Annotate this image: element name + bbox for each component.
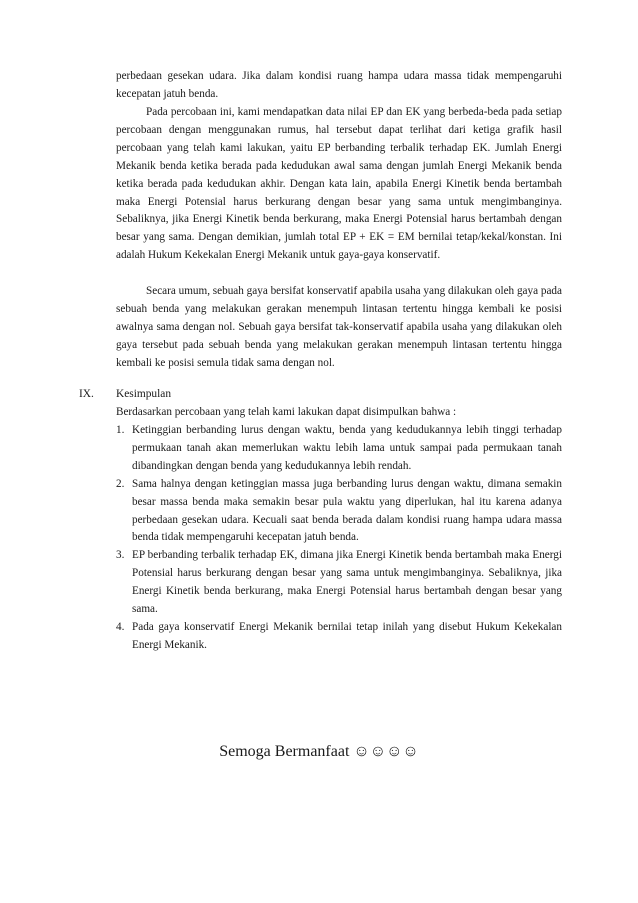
closing-message: Semoga Bermanfaat ☺☺☺☺ (219, 743, 419, 760)
section-lead: Berdasarkan percobaan yang telah kami lakukan dapat disimpulkan bahwa : (116, 406, 457, 418)
list-item-number: 3. (116, 549, 125, 562)
list-item (116, 547, 562, 619)
paragraph-continuation: perbedaan gesekan udara. Jika dalam kondisi ruang hampa udara massa tidak mempengaruhi kecepatan jatuh benda. (116, 70, 562, 100)
list-item (116, 619, 562, 655)
list-item (116, 422, 562, 476)
list-item-text: Ketinggian berbanding lurus dengan waktu, benda yang kedudukannya lebih tinggi terhadap permukaan tanah akan memerlukan waktu lebih lama untuk sampai pada permukaan tanah dibandingkan dengan benda yang kedudukannya lebih rendah. (132, 424, 562, 472)
section-title: Kesimpulan (116, 388, 172, 400)
list-item-number: 1. (116, 424, 125, 436)
list-item-text: EP berbanding terbalik terhadap EK, dimana jika Energi Kinetik benda bertambah maka Energi Potensial harus berkurang dengan besar yang sama untuk mengimbanginya. Sebaliknya, jika Energi Kinetik benda berkurang, maka Energi Potensial harus bertambah dengan besar yang sama. (132, 549, 562, 616)
list-item-number: 4. (116, 620, 125, 633)
paragraph-energy-results: Pada percobaan ini, kami mendapatkan data nilai EP dan EK yang berbeda-beda pada setiap percobaan dengan menggunakan rumus, hal tersebut dapat terlihat dari ketiga grafik hasil percobaan yang telah kami lakukan, yaitu EP berbanding terbalik terhadap EK. Jumlah Energi Mekanik benda ketika berada pada kedudukan awal sama dengan jumlah Energi Mekanik benda ketika berada pada kedudukan akhir. Dengan kata lain, apabila Energi Kinetik benda bertambah maka Energi Potensial harus berkurang dengan besar yang sama untuk mengimbanginya. Sebaliknya, jika Energi Kinetik benda berkurang, maka Energi Potensial harus bertambah dengan besar yang sama. Dengan demikian, jumlah total EP + EK = EM bernilai tetap/kekal/konstan. Ini adalah Hukum Kekekalan Energi Mekanik untuk gaya-gaya konservatif. (116, 106, 562, 262)
paragraph-conservative-force: Secara umum, sebuah gaya bersifat konservatif apabila usaha yang dilakukan oleh gaya pada sebuah benda yang melakukan gerakan menempuh lintasan tertentu hingga kembali ke posisi awalnya sama dengan nol. Sebuah gaya bersifat tak-konservatif apabila usaha yang dilakukan oleh gaya tersebut pada sebuah benda yang melakukan gerakan menempuh lintasan tertentu hingga kembali ke posisi semula tidak sama dengan nol. (116, 285, 562, 369)
conclusion-list (116, 422, 562, 655)
section-number: IX. (79, 388, 94, 400)
list-item-number: 2. (116, 477, 125, 490)
list-item-text: Sama halnya dengan ketinggian massa juga berbanding lurus dengan waktu, dimana semakin besar massa benda maka semakin besar pula waktu yang diperlukan, hal itu karena adanya perbedaan gesekan udara. Kecuali saat benda berada dalam kondisi ruang hampa udara massa benda tidak mempengaruhi kecepatan jatuh benda. (132, 477, 562, 544)
list-item-text: Pada gaya konservatif Energi Mekanik bernilai tetap inilah yang disebut Hukum Kekekalan Energi Mekanik. (132, 620, 562, 651)
list-item (116, 476, 562, 548)
